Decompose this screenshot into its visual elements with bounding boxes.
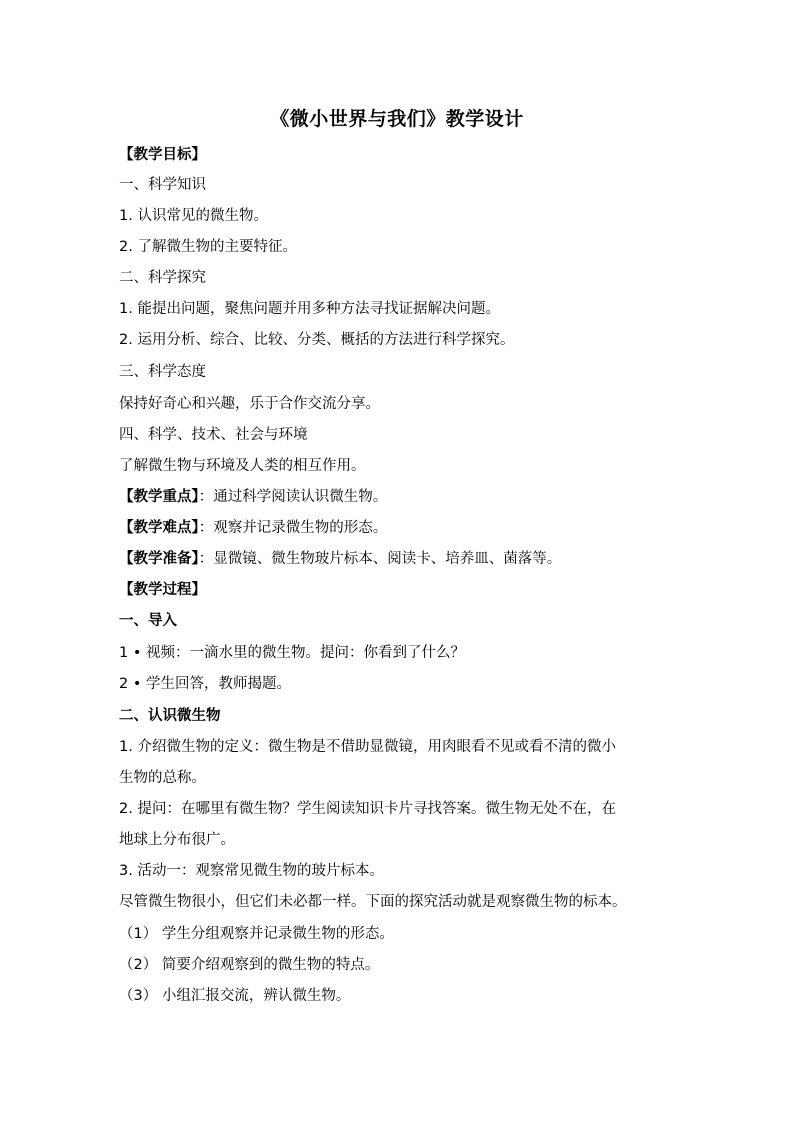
preparation-line	[119, 549, 679, 569]
recognize-item2-line2: 地球上分布很广。	[119, 832, 235, 848]
section1-item1: 1. 认识常见的微生物。	[119, 208, 268, 224]
section1-item2: 2. 了解微生物的主要特征。	[119, 239, 297, 255]
section2-item2: 2. 运用分析、综合、比较、分类、概括的方法进行科学探究。	[119, 332, 515, 348]
section4-text: 了解微生物与环境及人类的相互作用。	[119, 458, 366, 474]
recognize-item3: 3. 活动一：观察常见微生物的玻片标本。	[119, 863, 384, 879]
recognize-item1-line1: 1. 介绍微生物的定义：微生物是不借助显微镜，用肉眼看不见或看不清的微小	[119, 739, 616, 755]
difficulty-text: ：观察并记录微生物的形态。	[198, 520, 388, 536]
preparation-text: ：显微镜、微生物玻片标本、阅读卡、培养皿、菌落等。	[198, 551, 562, 567]
key-points-line	[119, 487, 679, 507]
difficulty-line	[119, 518, 679, 538]
section4-heading: 四、科学、技术、社会与环境	[119, 427, 308, 443]
recognize-text: 尽管微生物很小，但它们未必都一样。下面的探究活动就是观察微生物的标本。	[119, 894, 627, 910]
intro-heading: 一、导入	[119, 613, 177, 629]
difficulty-label: 【教学难点】	[119, 520, 199, 536]
process-heading: 【教学过程】	[119, 582, 206, 598]
key-points-text: ：通过科学阅读认识微生物。	[198, 489, 388, 505]
section3-text: 保持好奇心和兴趣，乐于合作交流分享。	[119, 396, 380, 412]
document-title: 《微小世界与我们》教学设计	[270, 108, 524, 130]
section2-item1: 1. 能提出问题，聚焦问题并用多种方法寻找证据解决问题。	[119, 301, 500, 317]
step2: （2） 简要介绍观察到的微生物的特点。	[119, 957, 380, 973]
recognize-item2-line1: 2. 提问：在哪里有微生物？学生阅读知识卡片寻找答案。微生物无处不在，在	[119, 801, 616, 817]
intro-item2: 2 • 学生回答，教师揭题。	[119, 676, 291, 692]
step3: （3） 小组汇报交流，辨认微生物。	[119, 988, 351, 1004]
section3-heading: 三、科学态度	[119, 364, 206, 380]
section1-heading: 一、科学知识	[119, 177, 206, 193]
recognize-item1-line2: 生物的总称。	[119, 770, 206, 786]
key-points-label: 【教学重点】	[119, 489, 199, 505]
step1: （1） 学生分组观察并记录微生物的形态。	[119, 926, 394, 942]
objectives-heading: 【教学目标】	[119, 147, 206, 163]
preparation-label: 【教学准备】	[119, 551, 199, 567]
recognize-heading: 二、认识微生物	[119, 708, 221, 724]
section2-heading: 二、科学探究	[119, 270, 206, 286]
intro-item1: 1 • 视频：一滴水里的微生物。提问：你看到了什么？	[119, 645, 465, 661]
